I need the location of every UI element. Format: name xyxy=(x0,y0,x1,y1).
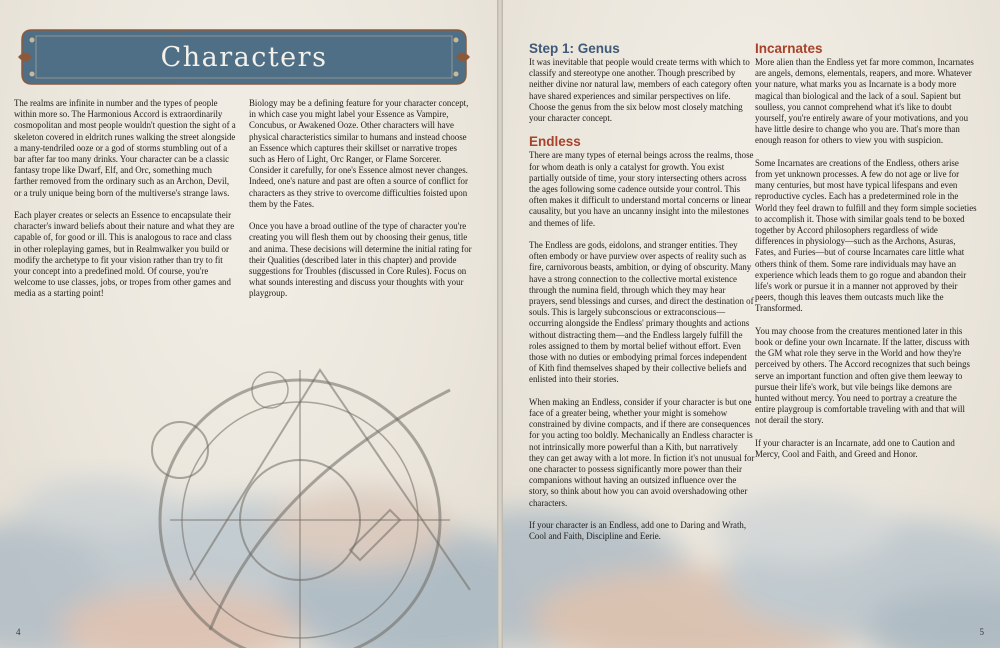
arcane-sigil xyxy=(150,330,490,648)
paragraph: More alien than the Endless yet far more common, Incarnates are angels, demons, elementals, reapers, and more. Whatever your nature, what marks you as Incarnate is a body more magical than biological and the lack of a soul. Sapient but soulless, you cannot comprehend what it's like to doubt yourself, you're entirely aware of your motivations, and you have little desire to change who you are. That's more than enough reason for others to view you with suspicion. xyxy=(755,57,974,146)
section-heading-genus: Step 1: Genus xyxy=(529,41,620,56)
right-column-2 xyxy=(755,42,977,471)
paragraph: Some Incarnates are creations of the Endless, others arise from yet unknown processes. A few do not age or live for many centuries, but most have typical lifespans and even reproductive cycles. Each has a predetermined role in the World they feel drawn to fulfill and they form simple societies to accomplish it. Those with similar goals tend to be boxed together by Accord philosophers regardless of wide differences in physiology—such as the Archons, Asuras, Fates, and Furies—but of course Incarnates care little what others think of them. Some rare individuals may have an experience which leads them to go rogue and abandon their life's work or pursue it in a manner not approved by their peers, though this leaves them outcasts much like the Transformed. xyxy=(755,157,977,314)
paragraph: It was inevitable that people would create terms with which to classify and stereotype one another. Though prescribed by neither divine nor natural law, members of each category often have shared experiences and similar perspectives on life. Choose the genus from the six below most closely matching your character concept. xyxy=(529,57,752,124)
right-column-1 xyxy=(529,42,755,554)
left-column-1 xyxy=(14,98,237,311)
left-column-2 xyxy=(249,98,475,311)
left-page xyxy=(0,0,497,648)
paragraph: Biology may be a defining feature for your character concept, in which case you might label your Essence as Vampire, Concubus, or Awakened Ooze. Other characters will have physical characteristics similar to humans and instead choose an Essence which captures their skillset or narrative tropes such as Hero of Light, Orc Ranger, or Flame Sorcerer. Consider it carefully, for one's Essence almost never changes. Indeed, one's nature and past are often a source of conflict for characters as they strive to overcome difficulties foisted upon them by the Fates. xyxy=(249,98,469,209)
chapter-title: Characters xyxy=(160,41,328,73)
paragraph: The Endless are gods, eidolons, and stranger entities. They often embody or have purview over aspects of reality such as fire, carnivorous beasts, ambition, or dying of obscurity. Many have a strong connection to the collective mortal existence through the numina field, through which they may hear prayers, send blessings and curses, and direct the destination of souls. This is largely subconscious or extraconscious—occurring alongside the Endless' primary thoughts and actions without distracting them—and the Endless largely fulfill the roles assigned to them by mortal belief without effort. Even those with no duties or embodying primal forces independent of Kith find themselves shaped by their collective beliefs and enlisted into their stories. xyxy=(529,240,754,385)
paragraph: There are many types of eternal beings across the realms, those for whom death is only a catalyst for growth. You exist partially outside of time, your story intersecting others across the ages following some cadence outside your control. This often makes it difficult to understand mortal concerns or linear causality, but you have an uncanny insight into the milestones and themes of life. xyxy=(529,150,754,228)
paragraph: The realms are infinite in number and the types of people within more so. The Harmonious Accord is extraordinarily cosmopolitan and most people wouldn't question the sight of a skeleton covered in eldritch runes walking the street alongside a many-tendriled ooze or a god of storms stumbling out of a bar after far too many drinks. Your character can be a classic fantasy trope like Dwarf, Elf, and Orc, something much farther removed from the ordinary such as an Archon, Devil, or a truly unique being born of the multiverse's strange laws. xyxy=(14,98,236,198)
paragraph: Once you have a broad outline of the type of character you're creating you will flesh them out by choosing their genus, title and anima. These decisions will determine the initial rating for their Qualities (described later in this chapter) and provide suggestions for Troubles (discussed in Core Rules). Focus on what sounds interesting and discuss your thoughts with your playgroup. xyxy=(249,221,472,299)
section-heading-incarnates: Incarnates xyxy=(755,41,823,56)
paragraph: If your character is an Endless, add one to Daring and Wrath, Cool and Faith, Discipline and Eerie. xyxy=(529,520,747,542)
page-number-left: 4 xyxy=(16,627,21,637)
paragraph: You may choose from the creatures mentioned later in this book or define your own Incarnate. If the latter, discuss with the GM what role they serve in the World and how they're perceived by others. The Accord recognizes that such beings serve an important function and often give them leeway to pursue their life's work, but vile beings like demons are hunted without mercy. You need to portray a creature the entire playgroup is comfortable traveling with and that will not derail the story. xyxy=(755,325,970,426)
page-number-right: 5 xyxy=(979,627,984,637)
section-heading-endless: Endless xyxy=(529,134,581,150)
right-page xyxy=(503,0,1000,648)
chapter-title-banner xyxy=(18,26,470,88)
paragraph: Each player creates or selects an Essence to encapsulate their character's inward beliefs about their nature and what they are capable of, for good or ill. This is analogous to race and class in other roleplaying games, but in Realmwalker you build or modify the archetype to fit your vision rather than try to fit your concept into a predefined mold. Of course, you're welcome to use classes, jobs, or tropes from other games and media as a starting point! xyxy=(14,210,235,299)
paragraph: If your character is an Incarnate, add one to Caution and Mercy, Cool and Faith, and Greed and Honor. xyxy=(755,437,955,460)
paragraph: When making an Endless, consider if your character is but one face of a greater being, whether your might is somehow constrained by divine compacts, and if there are consequences for you acting too boldly. Mechanically an Endless character is not intrinsically more powerful than a Kith, but narratively they can get away with a lot more. In fiction it's not unusual for one character to possess significantly more power than their companions without having an outsized influence over the story, so think about how you can avoid overshadowing other characters. xyxy=(529,396,755,508)
